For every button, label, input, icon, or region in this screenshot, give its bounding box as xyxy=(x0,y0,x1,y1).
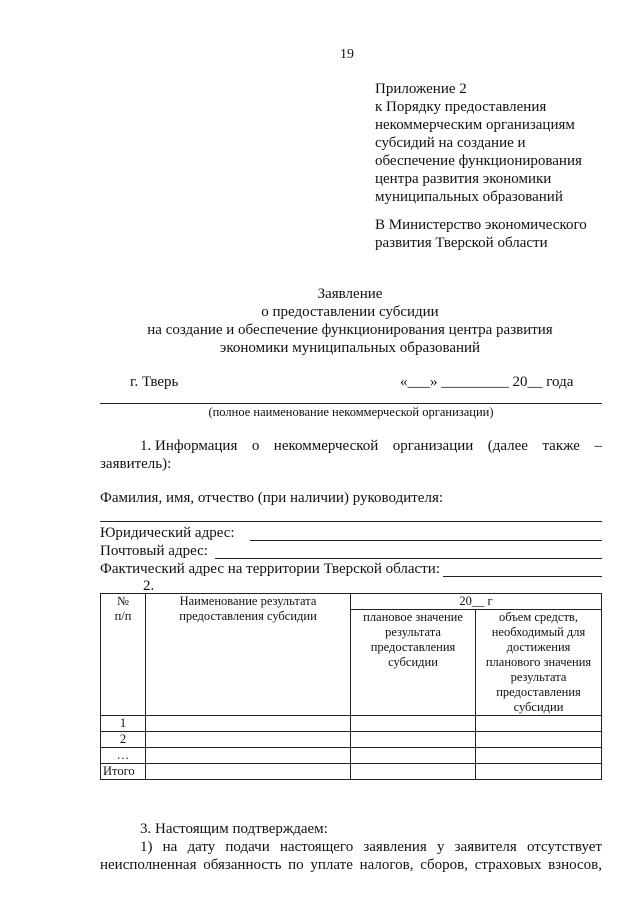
total-label: Итого xyxy=(101,764,146,780)
header-cell-year: 20__ г xyxy=(351,594,602,610)
table-cell xyxy=(476,764,602,780)
header-text: достижения xyxy=(506,640,571,654)
appendix-line: муниципальных образований xyxy=(375,189,563,205)
addressee-line: В Министерство экономического xyxy=(375,217,587,233)
header-text: предоставления xyxy=(496,685,581,699)
table-cell xyxy=(351,764,476,780)
appendix-line: центра развития экономики xyxy=(375,171,552,187)
title-line: экономики муниципальных образований xyxy=(219,340,481,356)
actual-address-label: Фактический адрес на территории Тверской области: xyxy=(100,561,440,577)
header-text: плановое значение xyxy=(363,610,463,624)
postal-address-label: Почтовый адрес: xyxy=(100,543,208,559)
postal-address-line xyxy=(215,558,602,559)
legal-address-label: Юридический адрес: xyxy=(100,525,235,541)
date-field: «___» _________ 20__ года xyxy=(400,374,574,390)
header-text: субсидии xyxy=(513,700,564,714)
head-name-label: Фамилия, имя, отчество (при наличии) руководителя: xyxy=(100,490,444,506)
row-number: … xyxy=(101,748,146,764)
section1-word: некоммерческой xyxy=(273,438,379,454)
page-number: 19 xyxy=(340,47,354,62)
head-name-line xyxy=(100,521,602,522)
table-row-total xyxy=(101,764,602,780)
table-row xyxy=(101,748,602,764)
header-cell-name xyxy=(146,594,351,716)
header-text: необходимый для xyxy=(491,625,586,639)
row-number: 1 xyxy=(101,716,146,732)
table-cell xyxy=(146,764,351,780)
table-cell xyxy=(476,732,602,748)
actual-address-line xyxy=(443,576,602,577)
table-cell xyxy=(146,748,351,764)
header-cell-num xyxy=(101,594,146,716)
appendix-line: к Порядку предоставления xyxy=(375,99,547,115)
header-text: объем средств, xyxy=(499,610,578,624)
header-text: субсидии xyxy=(388,655,438,669)
org-name-line xyxy=(100,403,602,404)
header-text: результата xyxy=(510,670,567,684)
table-cell xyxy=(351,732,476,748)
table-cell xyxy=(476,716,602,732)
table-cell xyxy=(476,748,602,764)
results-table xyxy=(100,593,602,780)
table-row xyxy=(101,716,602,732)
header-text: планового значения xyxy=(485,655,592,669)
section1-word: о xyxy=(251,438,260,454)
table-cell xyxy=(351,748,476,764)
section1-word: организации xyxy=(392,438,474,454)
section3-item1-line1: 1) на дату подачи настоящего заявления у заявителя отсутствует xyxy=(140,839,602,855)
section1-word: (далее xyxy=(487,438,528,454)
header-text: п/п xyxy=(114,609,132,623)
addressee-line: развития Тверской области xyxy=(375,235,548,251)
header-text: Наименование результата xyxy=(179,594,317,608)
section1-line2: заявитель): xyxy=(100,456,172,472)
header-cell-amount xyxy=(476,610,602,716)
header-text: предоставления xyxy=(370,640,456,654)
table-cell xyxy=(351,716,476,732)
section3-item1-line2: неисполненная обязанность по уплате налогов, сборов, страховых взносов, xyxy=(100,857,602,873)
header-cell-plan xyxy=(351,610,476,716)
section1-word: 1. Информация xyxy=(140,438,238,454)
title-line: на создание и обеспечение функционирования центра развития xyxy=(147,322,553,338)
appendix-line: некоммерческим организациям xyxy=(375,117,575,133)
table-cell xyxy=(146,716,351,732)
legal-address-line xyxy=(250,540,602,541)
section3-heading: 3. Настоящим подтверждаем: xyxy=(140,821,328,837)
row-number: 2 xyxy=(101,732,146,748)
section2-label: 2. xyxy=(143,578,155,594)
section1-word: также xyxy=(542,438,580,454)
place-label: г. Тверь xyxy=(130,374,179,390)
title-line: Заявление xyxy=(317,286,383,302)
section1-word: – xyxy=(594,438,602,454)
table-cell xyxy=(146,732,351,748)
org-name-caption: (полное наименование некоммерческой организации) xyxy=(208,405,494,419)
section1-line1 xyxy=(100,437,602,455)
title-line: о предоставлении субсидии xyxy=(261,304,439,320)
appendix-line: Приложение 2 xyxy=(375,81,467,97)
header-text: № xyxy=(117,594,129,608)
appendix-line: обеспечение функционирования xyxy=(375,153,582,169)
appendix-line: субсидий на создание и xyxy=(375,135,526,151)
table-row xyxy=(101,732,602,748)
header-text: предоставления субсидии xyxy=(179,609,317,623)
header-text: результата xyxy=(385,625,441,639)
